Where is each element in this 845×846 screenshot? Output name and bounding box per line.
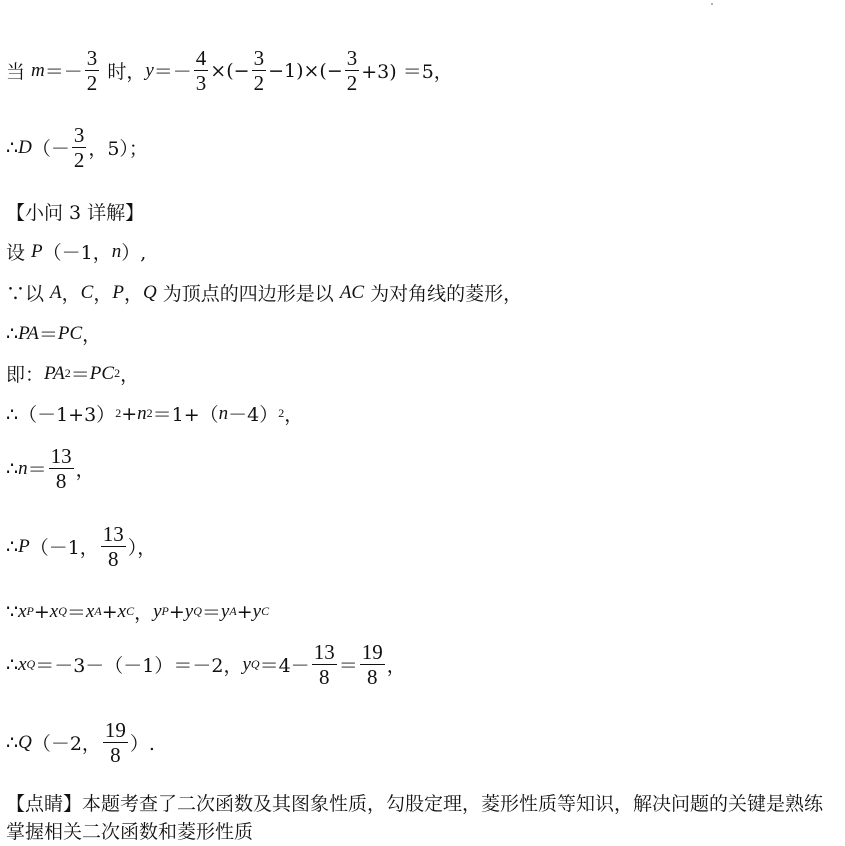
subscript: C: [126, 604, 135, 618]
var-q: Q: [143, 281, 157, 303]
numerator: 19: [361, 640, 383, 664]
fraction: [72, 123, 87, 172]
text: 设: [6, 242, 32, 264]
text: ×(−: [210, 59, 250, 82]
text: ＝: [201, 602, 221, 624]
text: ＝: [38, 324, 58, 346]
text: ∴: [6, 322, 19, 345]
text: ，: [123, 283, 143, 305]
text: ＝: [338, 655, 358, 677]
line-set-p: [6, 238, 146, 265]
text: +: [236, 600, 253, 623]
fraction: [101, 522, 126, 571]
text: ∵: [6, 600, 19, 623]
var-y: y: [220, 600, 230, 622]
var-n: n: [137, 402, 147, 424]
var-y: y: [252, 600, 262, 622]
text: ∴: [6, 136, 19, 159]
denominator: 3: [195, 71, 207, 95]
text: −1)×(−: [268, 59, 343, 82]
var-x: x: [18, 653, 27, 675]
denominator: 2: [73, 148, 85, 172]
var-n: n: [18, 457, 28, 479]
numerator: 19: [104, 718, 126, 742]
var-x: x: [18, 600, 27, 622]
subscript: A: [94, 604, 102, 618]
subscript: Q: [193, 604, 202, 618]
var-p: P: [112, 281, 124, 303]
var-y: y: [153, 600, 162, 622]
text: ）,: [121, 242, 147, 264]
text: （－2，: [31, 733, 101, 755]
text: ＝－: [44, 61, 83, 83]
fraction: [49, 444, 74, 493]
line-point-q: [6, 718, 155, 767]
text: －4）: [228, 404, 279, 426]
text: ＝－: [153, 61, 192, 83]
exponent: 2: [146, 406, 153, 420]
section-heading: [6, 198, 144, 225]
denominator: 2: [253, 71, 265, 95]
text: ∴: [6, 535, 19, 558]
line-n-value: [6, 444, 95, 493]
text: +3) ＝5，: [361, 61, 453, 83]
text: ，5）；: [88, 138, 148, 160]
denominator: 2: [86, 71, 98, 95]
text: ＝1+（: [152, 404, 219, 426]
fraction: [345, 46, 360, 95]
var-y: y: [145, 59, 154, 81]
text: +: [101, 600, 118, 623]
line-point-d: [6, 123, 148, 172]
var-p: P: [31, 240, 43, 262]
numerator: 4: [195, 46, 207, 70]
subscript: Q: [58, 604, 67, 618]
subscript: P: [26, 604, 34, 618]
var-x: x: [117, 600, 127, 622]
text: ，: [134, 602, 154, 624]
fraction: [312, 640, 337, 689]
var-c: C: [80, 281, 94, 303]
text: 为对角线的菱形，: [364, 283, 523, 305]
line-point-p: [6, 522, 156, 571]
denominator: 8: [108, 547, 119, 571]
subscript: Q: [250, 657, 260, 671]
text: ，: [284, 404, 304, 426]
text: ）.: [129, 733, 155, 755]
text: （－1，: [29, 537, 99, 559]
denominator: 8: [55, 469, 67, 493]
numerator: 3: [73, 123, 85, 147]
exponent: 2: [114, 366, 121, 380]
text: ∴（－1+3）: [6, 404, 116, 426]
var-pc: PC: [89, 362, 115, 384]
line-diagonal-midpoint: [6, 598, 269, 625]
line-m-value: [6, 46, 453, 95]
var-pa: PA: [18, 322, 39, 344]
text: +: [168, 600, 185, 623]
subscript: P: [161, 604, 169, 618]
heading-text: 【小问 3 详解】: [6, 202, 145, 224]
text: ，: [120, 364, 140, 386]
numerator: 13: [313, 640, 335, 664]
var-y: y: [242, 653, 251, 675]
text: ，: [93, 283, 113, 305]
line-rhombus-condition: [6, 279, 522, 306]
fraction: [194, 46, 209, 95]
line-q-coordinates: [6, 640, 406, 689]
fraction: [252, 46, 267, 95]
scan-dot: [711, 3, 713, 5]
denominator: 8: [110, 743, 121, 767]
denominator: 8: [318, 665, 330, 689]
exponent: 2: [115, 406, 122, 420]
text: +: [33, 600, 50, 623]
text: +: [121, 402, 138, 425]
var-ac: AC: [339, 281, 365, 303]
subscript: A: [229, 604, 237, 618]
var-q: Q: [18, 731, 32, 753]
numerator: 13: [102, 522, 124, 546]
var-y: y: [184, 600, 194, 622]
text: ＝4－: [259, 655, 310, 677]
text: 当: [6, 61, 32, 83]
text: ∴: [6, 653, 19, 676]
numerator: 3: [86, 46, 98, 70]
text: 为顶点的四边形是以: [156, 283, 340, 305]
text: ∴: [6, 731, 19, 754]
numerator: 3: [346, 46, 358, 70]
line-equation: [6, 400, 303, 427]
var-d: D: [18, 136, 32, 158]
var-pc: PC: [57, 322, 83, 344]
fraction: [85, 46, 100, 95]
text: ），: [127, 537, 157, 559]
line-pa-eq-pc: [6, 320, 101, 347]
text: ＝: [27, 459, 47, 481]
text: 时，: [101, 61, 146, 83]
var-n: n: [218, 402, 229, 424]
text: ＝: [66, 602, 86, 624]
var-x: x: [85, 600, 95, 622]
fraction: [360, 640, 385, 689]
text: ＝－3－（－1）＝－2，: [35, 655, 243, 677]
var-a: A: [50, 281, 62, 303]
var-n: n: [111, 240, 122, 262]
text: 即：: [6, 364, 45, 386]
numerator: 3: [253, 46, 265, 70]
exponent: 2: [278, 406, 285, 420]
text: ∵以: [6, 283, 51, 305]
text: （－1，: [42, 242, 112, 264]
subscript: C: [261, 604, 270, 618]
numerator: 13: [50, 444, 72, 468]
var-pa: PA: [44, 362, 65, 384]
remark-paragraph: 【点睛】本题考查了二次函数及其图象性质，勾股定理，菱形性质等知识，解决问题的关键是熟练掌握相关二次函数和菱形性质: [6, 793, 824, 843]
exponent: 2: [64, 366, 71, 380]
text: ∴: [6, 457, 19, 480]
text: ，: [386, 655, 406, 677]
text: ＝: [70, 364, 90, 386]
fraction: [103, 718, 128, 767]
text: ，: [82, 324, 102, 346]
text: ，: [75, 459, 95, 481]
denominator: 2: [346, 71, 358, 95]
var-p: P: [18, 535, 30, 557]
var-x: x: [49, 600, 59, 622]
text: ，: [61, 283, 81, 305]
text: （－: [31, 138, 70, 160]
line-squares: [6, 360, 139, 387]
subscript: Q: [26, 657, 36, 671]
var-m: m: [31, 59, 45, 81]
denominator: 8: [366, 665, 378, 689]
